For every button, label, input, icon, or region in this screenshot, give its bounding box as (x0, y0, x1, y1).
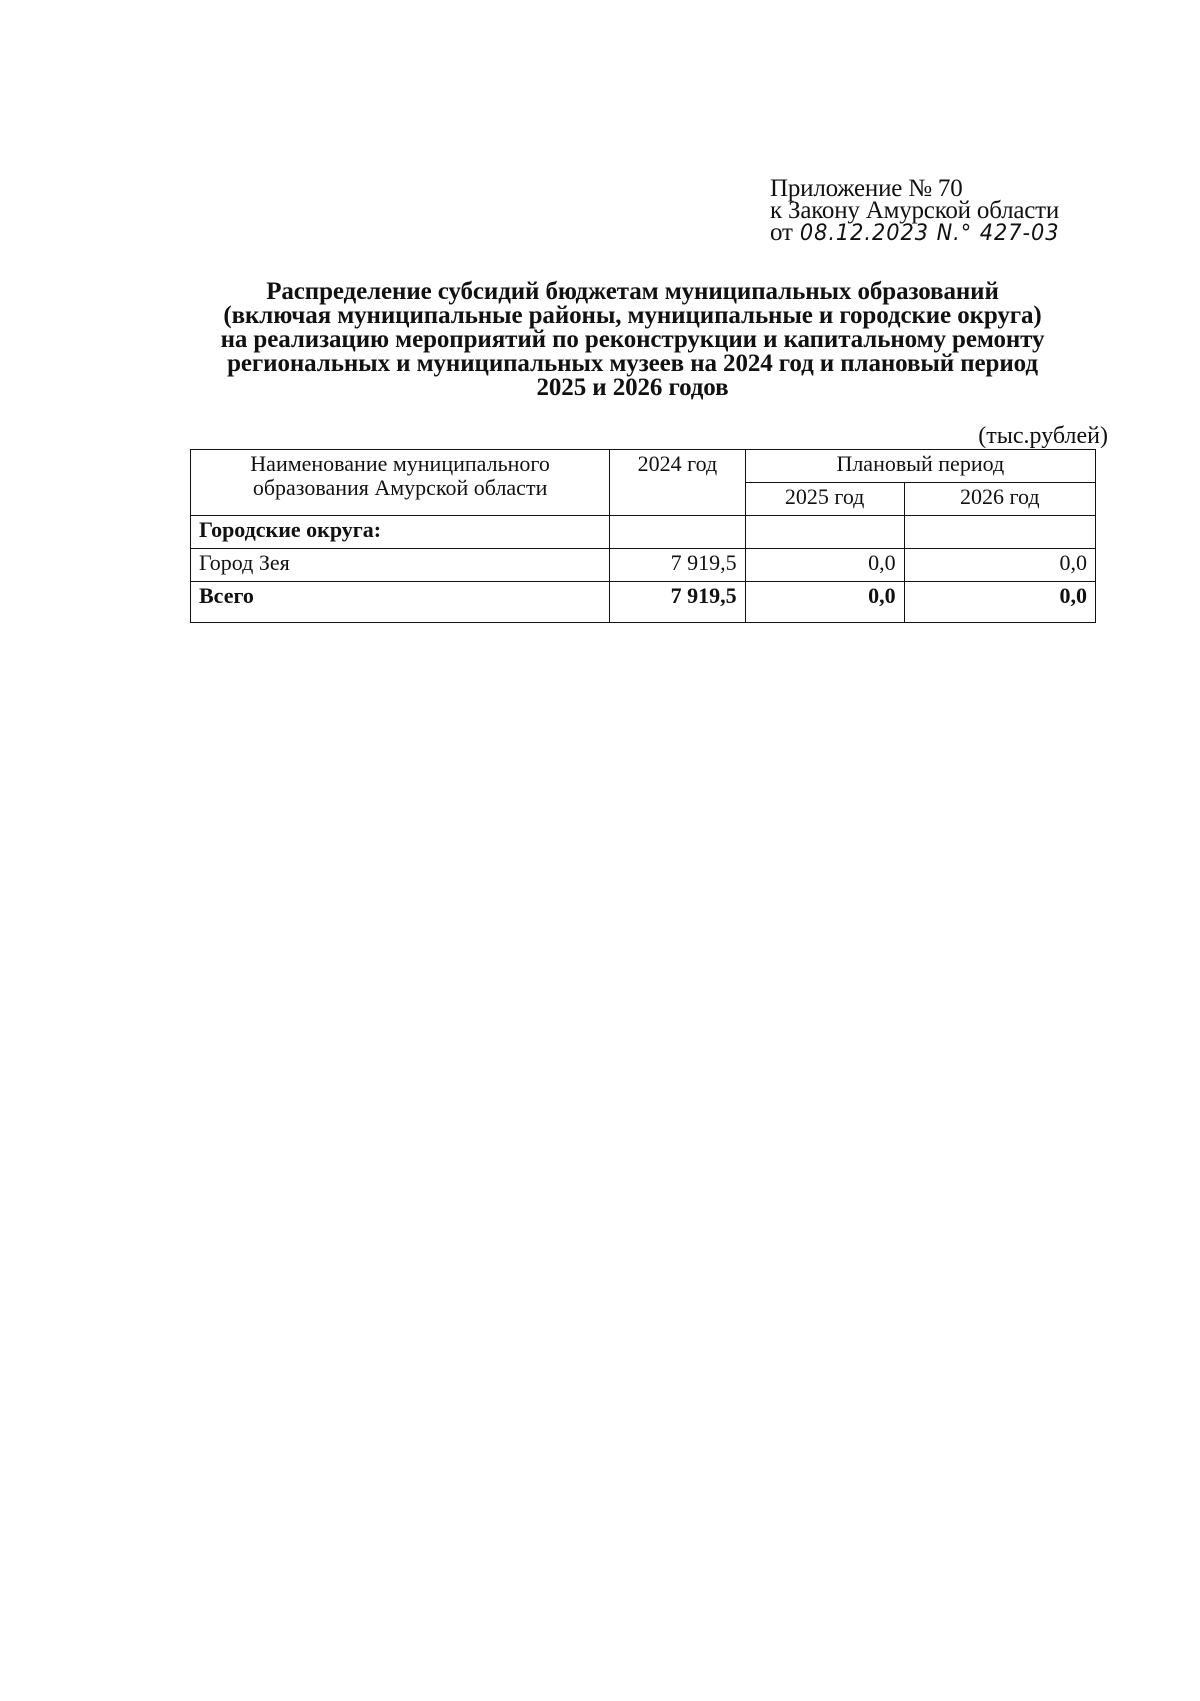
handwritten-date-number: 08.12.2023 N.° 427-03 (799, 221, 1060, 246)
title-line-3: на реализацию мероприятий по реконструкции и капитальному ремонту (220, 326, 1045, 353)
header-planned-period: Плановый период (745, 450, 1095, 483)
row-value-2026: 0,0 (904, 549, 1095, 582)
row-value-2024: 7 919,5 (610, 582, 745, 623)
row-value-2026 (904, 516, 1095, 549)
title-line-4: региональных и муниципальных музеев на 2024 год и плановый период (227, 350, 1038, 377)
document-title (150, 280, 1115, 400)
header-year-2026: 2026 год (904, 483, 1095, 516)
header-municipality-name (191, 450, 610, 516)
appendix-reference (770, 175, 1066, 246)
header-year-2024: 2024 год (610, 450, 745, 516)
row-value-2025: 0,0 (745, 582, 904, 623)
row-name: Город Зея (191, 549, 610, 582)
header-year-2025: 2025 год (745, 483, 904, 516)
appendix-number: Приложение № 70 (770, 175, 963, 202)
row-name: Городские округа: (191, 516, 610, 549)
row-value-2025 (745, 516, 904, 549)
title-line-5: 2025 и 2026 годов (536, 374, 729, 401)
row-value-2024: 7 919,5 (610, 549, 745, 582)
row-value-2024 (610, 516, 745, 549)
title-line-2: (включая муниципальные районы, муниципальные и городские округа) (223, 302, 1042, 329)
title-line-1: Распределение субсидий бюджетам муниципальных образований (266, 278, 999, 305)
appendix-law: к Закону Амурской области (770, 197, 1060, 224)
table-row (191, 516, 1096, 549)
row-name: Всего (191, 582, 610, 623)
table-total-row (191, 582, 1096, 623)
header-name-line-1: Наименование муниципального (250, 451, 550, 476)
units-label: (тыс.рублей) (978, 423, 1108, 449)
table-row (191, 549, 1096, 582)
appendix-date-prefix: от (770, 219, 793, 246)
table-header-row (191, 450, 1096, 483)
row-value-2026: 0,0 (904, 582, 1095, 623)
row-value-2025: 0,0 (745, 549, 904, 582)
header-name-line-2: образования Амурской области (252, 475, 548, 500)
appendix-date (770, 219, 1066, 246)
subsidy-table (190, 449, 1096, 623)
